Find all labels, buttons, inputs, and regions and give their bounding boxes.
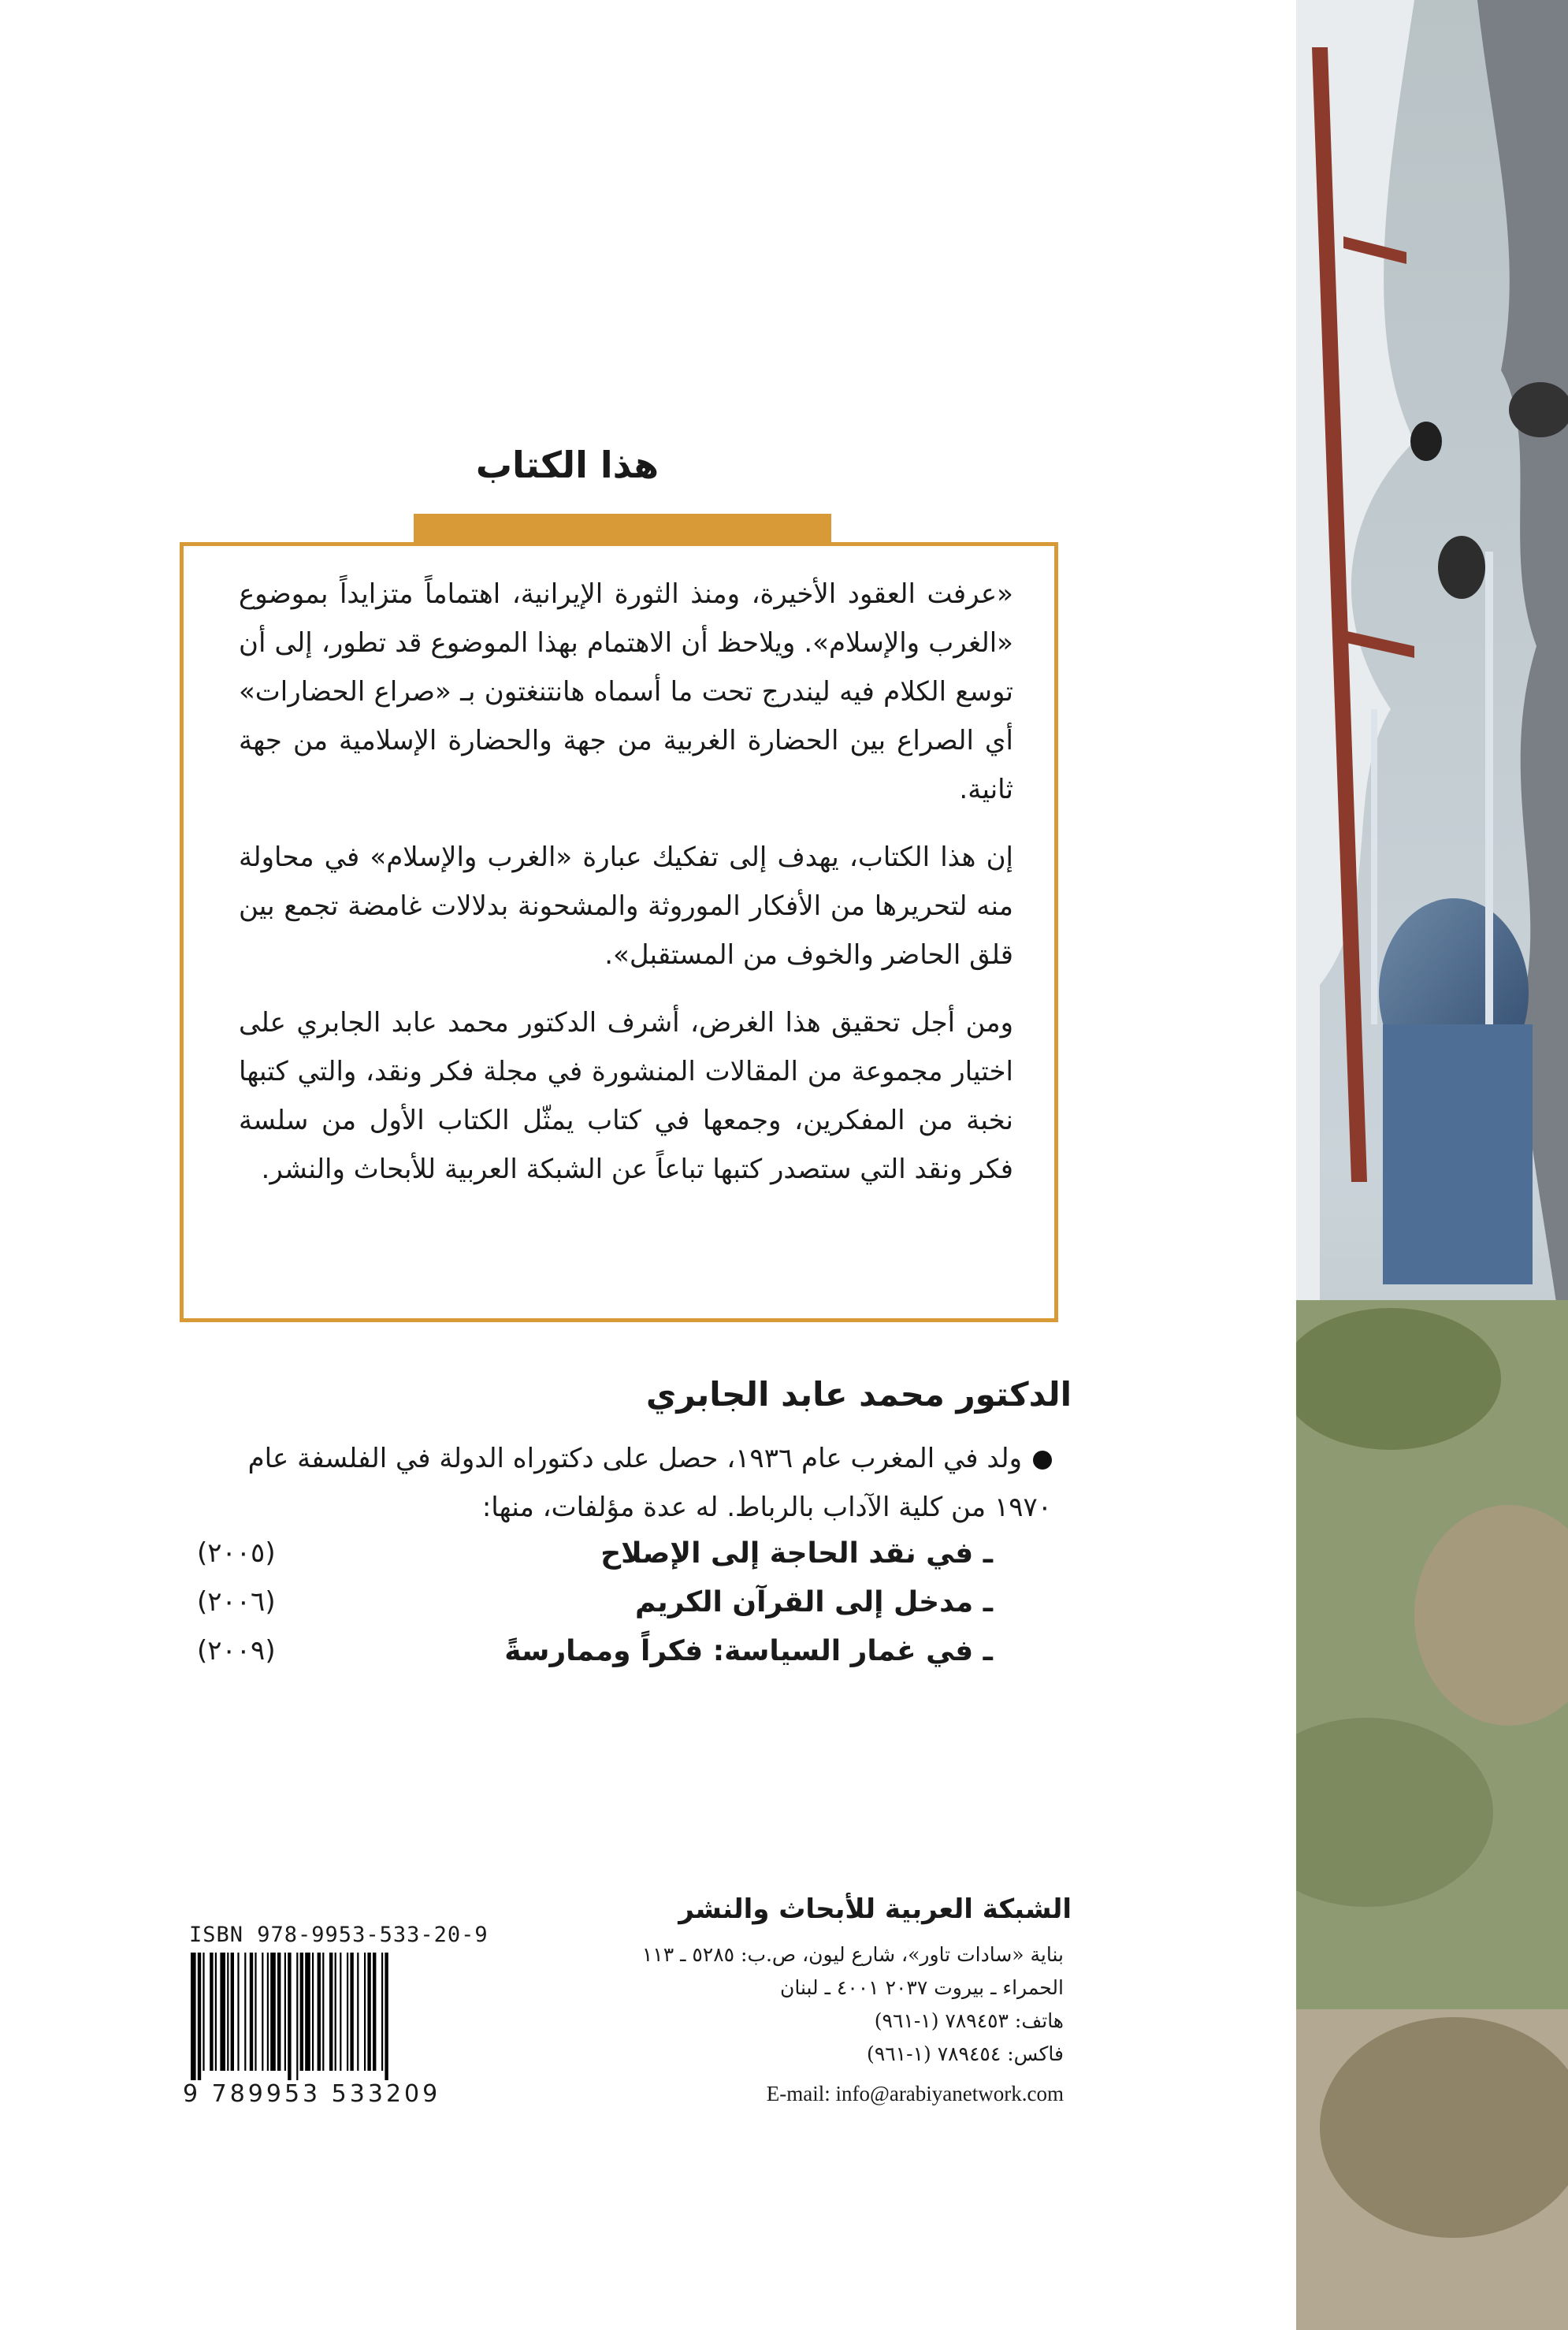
work-title: ـ مدخل إلى القرآن الكريم [634,1585,993,1618]
author-bio [189,1434,1052,1532]
bullet-icon [1033,1451,1052,1470]
section-heading: هذا الكتاب [475,444,660,486]
list-item [197,1577,993,1626]
phone-line: هاتف: ٧٨٩٤٥٣ (١-٩٦١) [874,2009,1064,2032]
description-paragraph: «عرفت العقود الأخيرة، ومنذ الثورة الإيرانية، اهتماماً متزايداً بموضوع «الغرب والإسلام». ويلاحظ أن الاهتمام بهذا الموضوع قد تطور، إلى أن توسع الكلام فيه ليندرج تحت ما أسماه هانتنغتون بـ «صراع الحضارات» أي الصراع بين الحضارة الغربية من جهة والحضارة الإسلامية من جهة ثانية. [239,578,1013,805]
work-title: ـ في نقد الحاجة إلى الإصلاح [600,1537,993,1570]
work-year: (٢٠٠٥) [197,1537,276,1569]
list-item [197,1529,993,1577]
work-title: ـ في غمار السياسة: فكراً وممارسةً [504,1634,993,1667]
description-paragraph: إن هذا الكتاب، يهدف إلى تفكيك عبارة «الغرب والإسلام» في محاولة منه لتحريرها من الأفكار الموروثة والمشحونة بدلالات غامضة تجمع بين قلق الحاضر والخوف من المستقبل». [239,842,1013,971]
address-line: الحمراء ـ بيروت ٢٠٣٧ ٤٠٠١ ـ لبنان [779,1976,1064,1999]
description-paragraph: ومن أجل تحقيق هذا الغرض، أشرف الدكتور محمد عابد الجابري على اختيار مجموعة من المقالات المنشورة في مجلة فكر ونقد، والتي كتبها نخبة من المفكرين، وجمعها في كتاب يمثّل الكتاب الأول من سلسة فكر ونقد التي ستصدر كتبها تباعاً عن الشبكة العربية للأبحاث والنشر. [239,1007,1013,1185]
list-item [197,1626,993,1675]
address-line: بناية «سادات تاور»، شارع ليون، ص.ب: ٥٢٨٥ ـ ١١٣ [641,1943,1064,1966]
publisher-name: الشبكة العربية للأبحاث والنشر [678,1893,1072,1925]
author-works-list [197,1529,993,1675]
publisher-address [641,1938,1064,2071]
fax-line: فاكس: ٧٨٩٤٥٤ (١-٩٦١) [867,2042,1064,2065]
book-description-box [180,542,1058,1322]
author-bio-text: ولد في المغرب عام ١٩٣٦، حصل على دكتوراه الدولة في الفلسفة عام ١٩٧٠ من كلية الآداب بالرباط. له عدة مؤلفات، منها: [247,1443,1052,1523]
isbn-digits: 9 789953 533209 [183,2080,441,2108]
heading-accent-bar [414,514,831,544]
author-name: الدكتور محمد عابد الجابري [645,1375,1072,1414]
work-year: (٢٠٠٩) [197,1635,276,1667]
work-year: (٢٠٠٦) [197,1586,276,1618]
barcode-icon [189,1953,473,2080]
cover-artwork-strip [1296,0,1568,2330]
isbn-label: ISBN 978-9953-533-20-9 [189,1923,489,1947]
publisher-email: E-mail: info@arabiyanetwork.com [766,2082,1064,2105]
